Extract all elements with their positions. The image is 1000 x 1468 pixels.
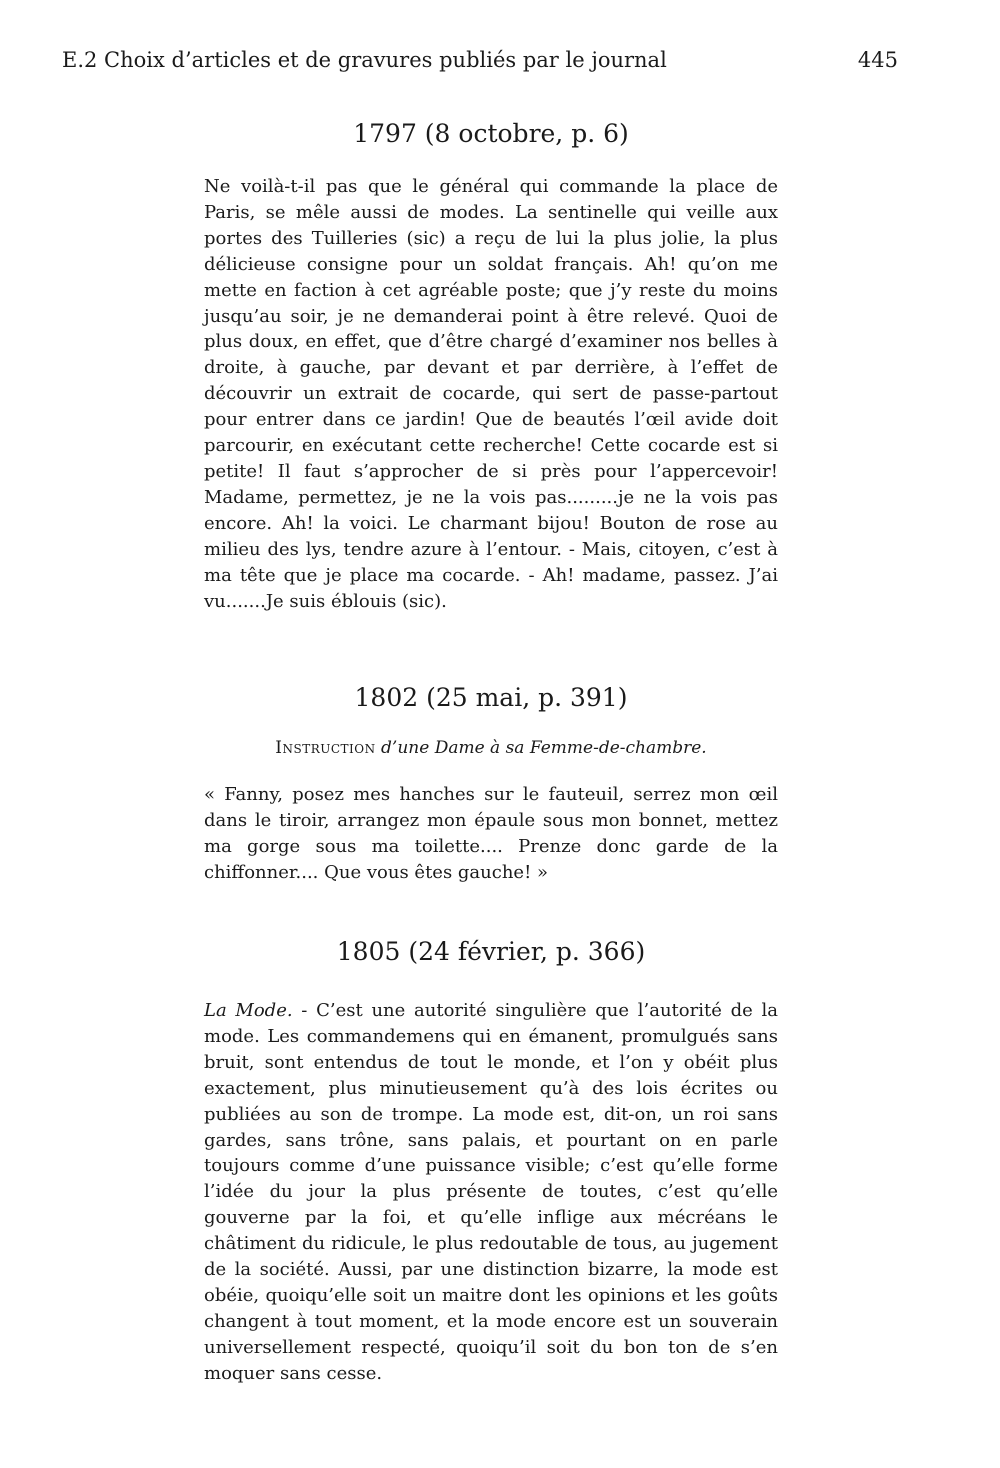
section-text-1802: « Fanny, posez mes hanches sur le fauteuil, serrez mon œil dans le tiroir, arrangez mon épaule sous mon bonnet, mettez ma gorge sous ma toilette.... Prenze donc garde de la chiffonner.... Que vous êtes gauche! » <box>204 784 778 883</box>
section-body-1805: - C’est une autorité singulière que l’autorité de la mode. Les commandemens qui en émanent, promulgués sans bruit, sont entendus de tout le monde, et l’on y obéit plus exactement, plus minutieusement qu’à des lois écrites ou publiées au son de trompe. La mode est, dit-on, un roi sans gardes, sans trône, sans palais, et pourtant on en parle toujours comme d’une puissance visible; c’est qu’elle forme l’idée du jour la plus présente de toutes, c’est qu’elle gouverne par la foi, et qu’elle inflige aux mécréans le châtiment du ridicule, le plus redoutable de tous, au jugement de la société. Aussi, par une distinction bizarre, la mode est obéie, quoiqu’elle soit un maitre dont les opinions et les goûts changent à tout moment, et la mode encore est un souverain universellement respecté, quoiqu’il soit du bon ton de s’en moquer sans cesse. <box>204 1000 778 1384</box>
subheading-italic: d’une Dame à sa Femme-de-chambre. <box>381 738 707 758</box>
page-number: 445 <box>857 48 898 72</box>
section-heading-1802: 1802 (25 mai, p. 391) <box>354 683 628 712</box>
section-heading-1797: 1797 (8 octobre, p. 6) <box>353 119 629 148</box>
lead-italic: La Mode. <box>204 1000 293 1021</box>
section-subheading-1802 <box>204 736 778 760</box>
running-head <box>62 46 898 78</box>
running-head-title: E.2 Choix d’articles et de gravures publiés par le journal <box>62 48 667 72</box>
section-text-1805 <box>204 998 778 1387</box>
section-heading-1805: 1805 (24 février, p. 366) <box>336 937 646 966</box>
subheading-smallcaps: Instruction <box>275 738 376 758</box>
section-text-1797: Ne voilà-t-il pas que le général qui commande la place de Paris, se mêle aussi de modes. La sentinelle qui veille aux portes des Tuilleries (sic) a reçu de lui la plus jolie, la plus délicieuse consigne pour un soldat français. Ah! qu’on me mette en faction à cet agréable poste; que j’y reste du moins jusqu’au soir, je ne demanderai point à être relevé. Quoi de plus doux, en effet, que d’être chargé d’examiner nos belles à droite, à gauche, par devant et par derrière, à l’effet de découvrir un extrait de cocarde, qui sert de passe-partout pour entrer dans ce jardin! Que de beautés l’œil avide doit parcourir, en exécutant cette recherche! Cette cocarde est si petite! Il faut s’approcher de si près pour l’appercevoir! Madame, permettez, je ne la vois pas.........je ne la vois pas encore. Ah! la voici. Le charmant bijou! Bouton de rose au milieu des lys, tendre azure à l’entour. - Mais, citoyen, c’est à ma tête que je place ma cocarde. - Ah! madame, passez. J’ai vu.......Je suis éblouis (sic). <box>204 176 778 612</box>
